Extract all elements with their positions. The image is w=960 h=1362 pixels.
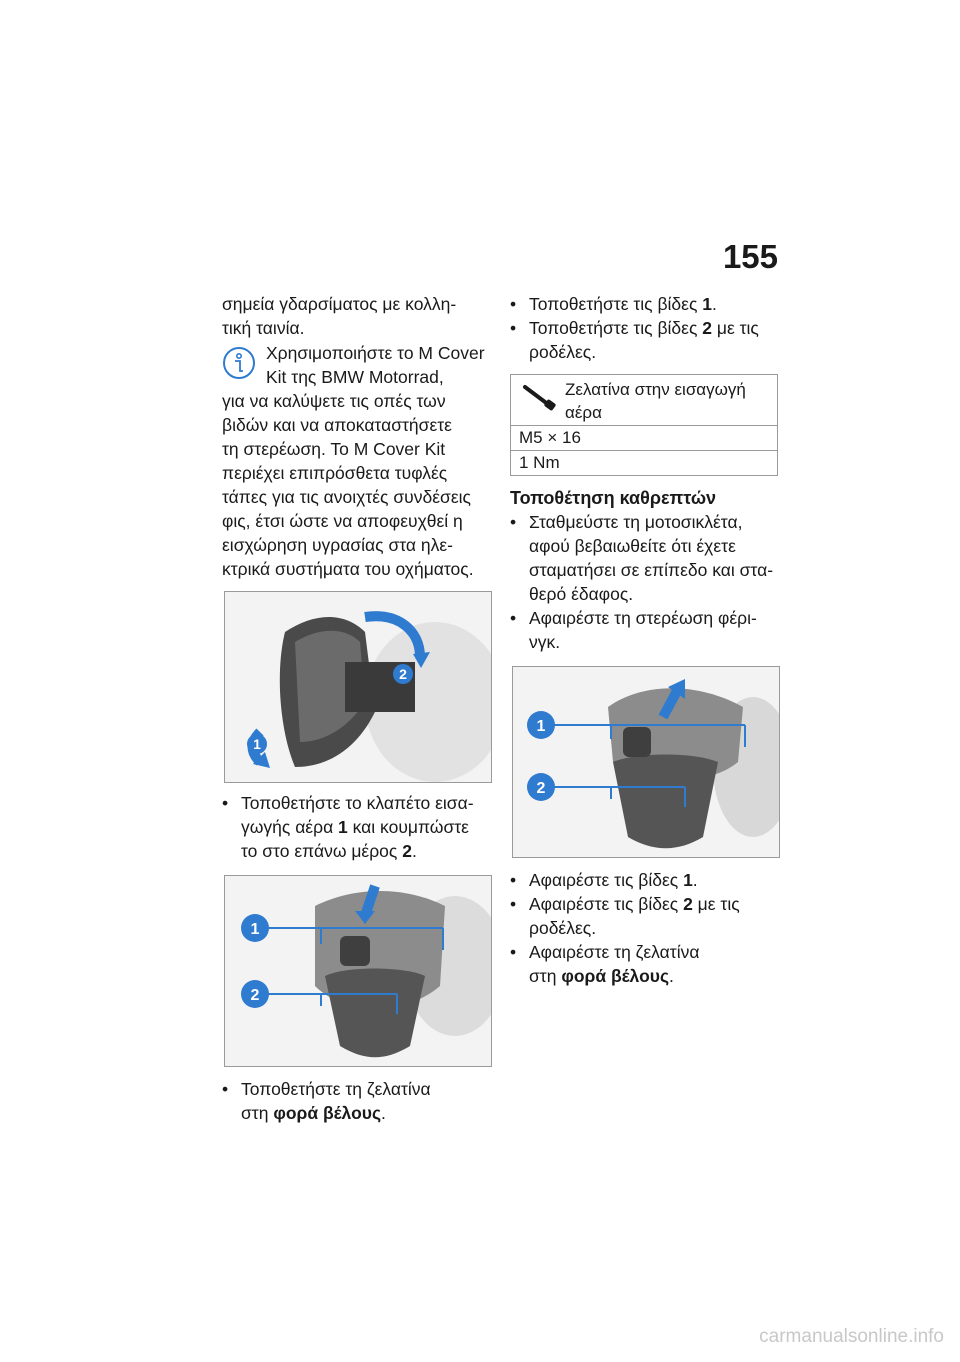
step-install-screws-1 — [510, 292, 780, 316]
step-remove-screws-2-line-2: ροδέλες. — [529, 918, 597, 938]
step-park — [510, 510, 780, 534]
torque-row-value — [511, 451, 778, 476]
step-install-screws-2-text2: με τις — [712, 318, 759, 338]
note-line-3: για να καλύψετε τις οπές των — [222, 391, 446, 411]
step-install-flap-line-1: Τοποθετήστε το κλαπέτο εισα- — [241, 793, 474, 813]
page-number: 155 — [722, 238, 778, 275]
note-line-6: περιέχει επιπρόσθετα τυφλές — [222, 463, 448, 483]
step-install-windscreen-cont — [222, 1101, 492, 1125]
ref-1: 1 — [683, 870, 693, 890]
period: . — [669, 966, 674, 986]
step-install-screws-2 — [510, 316, 780, 340]
fig2-callout-2: 2 — [250, 987, 260, 1004]
note-line-10: κτρικά συστήματα του οχήματος. — [222, 559, 474, 579]
step-install-flap — [222, 791, 492, 815]
torque-wrench-icon — [521, 383, 559, 413]
step-install-windscreen-line-2: στη — [241, 1103, 274, 1123]
fig3-callout-1: 1 — [536, 718, 546, 735]
figure-air-flap — [224, 591, 492, 783]
period: . — [692, 870, 698, 890]
torque-table — [510, 374, 778, 476]
note-line-4: βιδών και να αποκαταστήσετε — [222, 415, 452, 435]
intro-line-2: τική ταινία. — [222, 318, 305, 338]
ref-1: 1 — [702, 294, 712, 314]
note-line-2: Kit της BMW Motorrad, — [266, 367, 444, 387]
fig3-callout-2: 2 — [536, 780, 546, 797]
step-install-flap-line-2b: και κουμπώστε — [347, 817, 469, 837]
step-remove-fairing-line-1: Αφαιρέστε τη στερέωση φέρι- — [529, 608, 757, 628]
air-flap-illustration — [225, 592, 491, 782]
step-install-flap-line-2: γωγής αέρα — [241, 817, 339, 837]
step-install-windscreen-line-1: Τοποθετήστε τη ζελατίνα — [241, 1079, 431, 1099]
step-remove-screws-1 — [510, 868, 780, 892]
fig1-callout-2: 2 — [399, 666, 407, 682]
fig2-callout-1: 1 — [250, 921, 260, 938]
windscreen-removal-illustration — [513, 667, 779, 857]
step-park-line-2: αφού βεβαιωθείτε ότι έχετε — [529, 536, 736, 556]
torque-table-header — [511, 375, 778, 426]
ref-1: 1 — [338, 817, 348, 837]
step-install-screws-1-text: Τοποθετήστε τις βίδες — [529, 294, 703, 314]
torque-header-line-1: Ζελατίνα στην εισαγωγή — [565, 380, 746, 399]
section-heading-mirrors: Τοποθέτηση καθρεπτών — [510, 488, 717, 508]
period: . — [381, 1103, 386, 1123]
watermark: carmanualsonline.info — [759, 1326, 944, 1347]
step-install-flap-line-3: το στο επάνω μέρος — [241, 841, 403, 861]
torque-header-line-2: αέρα — [565, 403, 602, 422]
step-remove-fairing-line-2: νγκ. — [529, 632, 561, 652]
right-column — [510, 292, 780, 988]
torque-row-thread — [511, 426, 778, 451]
step-remove-windscreen-cont — [510, 964, 780, 988]
step-remove-screws-2 — [510, 892, 780, 916]
step-park-line-4: θερό έδαφος. — [529, 584, 634, 604]
step-install-windscreen — [222, 1077, 492, 1101]
ref-2: 2 — [683, 894, 693, 914]
step-remove-screws-2-text: Αφαιρέστε τις βίδες — [529, 894, 684, 914]
note-line-5: τη στερέωση. Το M Cover Kit — [222, 439, 446, 459]
arrow-direction-emph: φορά βέλους — [561, 966, 670, 986]
intro-line-1: σημεία γδαρσίματος με κολλη- — [222, 294, 457, 314]
windscreen-screws-illustration — [225, 876, 491, 1066]
fig1-callout-1: 1 — [253, 736, 261, 752]
figure-windscreen-removal — [512, 666, 780, 858]
note-line-9: εισχώρηση υγρασίας στα ηλε- — [222, 535, 454, 555]
step-park-line-1: Σταθμεύστε τη μοτοσικλέτα, — [529, 512, 743, 532]
info-icon — [222, 346, 256, 380]
step-remove-fairing — [510, 606, 780, 630]
step-remove-windscreen-line-2: στη — [529, 966, 562, 986]
ref-2: 2 — [702, 318, 712, 338]
step-remove-windscreen-line-1: Αφαιρέστε τη ζελατίνα — [529, 942, 700, 962]
step-remove-screws-2-text2: με τις — [692, 894, 740, 914]
note-line-1: Χρησιμοποιήστε το M Cover — [266, 343, 485, 363]
step-remove-screws-1-text: Αφαιρέστε τις βίδες — [529, 870, 684, 890]
period: . — [411, 841, 417, 861]
torque-value: 1 Nm — [511, 451, 778, 476]
step-remove-windscreen — [510, 940, 780, 964]
step-install-flap-cont — [222, 815, 492, 839]
torque-thread-size: M5 × 16 — [511, 426, 778, 451]
arrow-direction-emph: φορά βέλους — [273, 1103, 382, 1123]
period: . — [712, 294, 717, 314]
step-park-line-3: σταματήσει σε επίπεδο και στα- — [529, 560, 774, 580]
figure-windscreen-screws — [224, 875, 492, 1067]
left-column — [222, 292, 492, 1125]
ref-2: 2 — [402, 841, 412, 861]
note-line-7: τάπες για τις ανοιχτές συνδέσεις — [222, 487, 471, 507]
info-note — [222, 341, 492, 581]
step-install-flap-cont2 — [222, 839, 492, 863]
step-install-screws-2-text: Τοποθετήστε τις βίδες — [529, 318, 703, 338]
step-install-screws-2-line-2: ροδέλες. — [529, 342, 597, 362]
note-line-8: φις, έτσι ώστε να αποφευχθεί η — [222, 511, 463, 531]
